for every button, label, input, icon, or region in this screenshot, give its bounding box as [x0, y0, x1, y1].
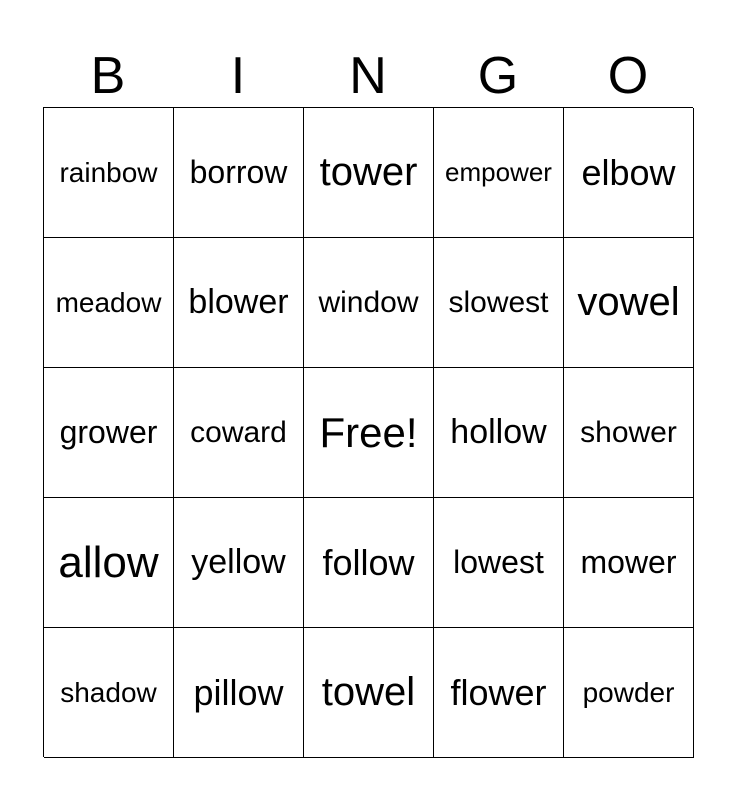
bingo-cell[interactable]: window — [304, 238, 434, 368]
header-letter-i: I — [230, 47, 246, 105]
bingo-cell[interactable]: borrow — [174, 108, 304, 238]
bingo-cell[interactable]: shadow — [44, 628, 174, 758]
bingo-cell[interactable]: pillow — [174, 628, 304, 758]
bingo-cell[interactable]: towel — [304, 628, 434, 758]
bingo-cell[interactable]: elbow — [564, 108, 694, 238]
bingo-cell[interactable]: yellow — [174, 498, 304, 628]
header-letter-b: B — [90, 47, 126, 105]
bingo-cell[interactable]: lowest — [434, 498, 564, 628]
header-letter-n: N — [349, 47, 387, 105]
bingo-cell[interactable]: flower — [434, 628, 564, 758]
bingo-cell[interactable]: empower — [434, 108, 564, 238]
bingo-cell[interactable]: shower — [564, 368, 694, 498]
bingo-cell[interactable]: follow — [304, 498, 434, 628]
bingo-cell[interactable]: blower — [174, 238, 304, 368]
bingo-cell[interactable]: powder — [564, 628, 694, 758]
free-space-cell[interactable]: Free! — [304, 368, 434, 498]
bingo-cell[interactable]: hollow — [434, 368, 564, 498]
bingo-header — [43, 45, 693, 107]
bingo-cell[interactable]: vowel — [564, 238, 694, 368]
header-letter-o: O — [607, 47, 649, 105]
bingo-cell[interactable]: tower — [304, 108, 434, 238]
bingo-cell[interactable]: slowest — [434, 238, 564, 368]
bingo-grid — [43, 107, 693, 757]
bingo-cell[interactable]: mower — [564, 498, 694, 628]
bingo-cell[interactable]: coward — [174, 368, 304, 498]
bingo-cell[interactable]: meadow — [44, 238, 174, 368]
header-letter-g: G — [477, 47, 519, 105]
bingo-cell[interactable]: allow — [44, 498, 174, 628]
bingo-cell[interactable]: grower — [44, 368, 174, 498]
bingo-cell[interactable]: rainbow — [44, 108, 174, 238]
